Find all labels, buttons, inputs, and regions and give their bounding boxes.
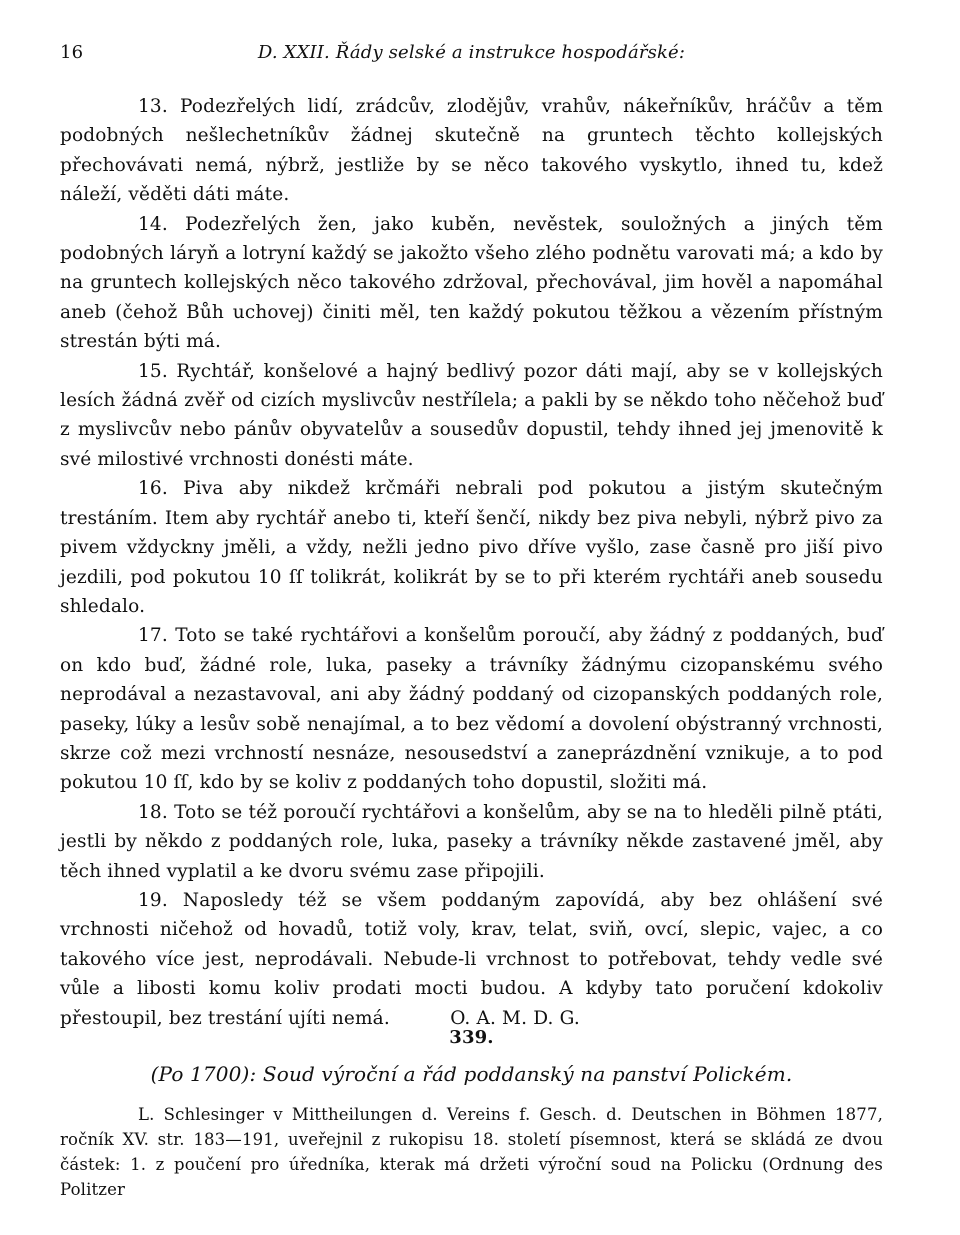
paragraph-14 — [60, 210, 883, 357]
paragraph-number: 17. — [138, 625, 168, 647]
paragraph-number: 18. — [138, 801, 168, 823]
running-head — [60, 42, 883, 72]
document-title: (Po 1700): Soud výroční a řád poddanský na panství Polickém. — [150, 1062, 793, 1086]
paragraph-number: 16. — [138, 478, 168, 500]
paragraph-number: 13. — [138, 96, 168, 117]
running-title: D. XXII. Řády selské a instrukce hospodářské: — [257, 42, 686, 63]
body-text — [60, 92, 890, 1033]
paragraph-text: Naposledy též se všem poddaným zapovídá, aby bez ohlášení své vrchnosti ničehož od hovadů, totiž voly, krav, telat, sviň, ovcí, slepic, vajec, a co takového více jest, neprodávali. Nebude-li vrchnost to potřebovat, tehdy vedle své vůle a libosti komu koliv prodati mocti budou. A kdyby tato poručení kdokoliv přestoupil, bez trestání ujíti nemá. O. A. M. D. G. — [60, 889, 890, 1029]
paragraph-text: Piva aby nikdež krčmáři nebrali pod pokutou a jistým skutečným trestáním. Item aby rychtář anebo ti, kteří šenčí, nikdy bez piva nebyli, nýbrž pivo za pivem vždyckny jměli, a vždy, nežli jedno pivo dříve vyšlo, zase časně pro jiší pivo jezdili, pod pokutou 10 ſſ tolikrát, kolikrát by se to při kterém rychtáři aneb sousedu shledalo. — [60, 478, 883, 617]
paragraph-13 — [60, 92, 883, 210]
document-page — [60, 0, 890, 1235]
paragraph-number: 14. — [138, 213, 168, 235]
page-number: 16 — [60, 42, 84, 63]
paragraph-19 — [60, 886, 890, 1033]
paragraph-number: 19. — [138, 889, 168, 911]
source-note: L. Schlesinger v Mittheilungen d. Vereins f. Gesch. d. Deutschen in Böhmen 1877, ročník XV. str. 183—191, uveřejnil z rukopisu 18. století písemnost, která se skládá ze dvou částek: 1. z poučení pro úředníka, kterak má držeti výroční soud na Policku (Ordnung des Politzer — [60, 1105, 883, 1199]
paragraph-number: 15. — [138, 360, 168, 382]
paragraph-text: Toto se též poroučí rychtářovi a konšelům, aby se na to hleděli pilně ptáti, jestli by někdo z poddaných role, luka, paseky a trávníky někde zastavené jměl, aby těch ihned vyplatil a ke dvoru svému zase připojili. — [60, 801, 884, 882]
paragraph-text: Podezřelých žen, jako kuběn, nevěstek, souložných a jiných těm podobných láryň a lotryní každý se jakožto všeho zlého podnětu varovati má; a kdo by na gruntech kollejských něco takového zdržoval, přechovával, jim hověl a napomáhal aneb (čehož Bůh uchovej) činiti měl, ten každý pokutou těžkou a vězením přístným strestán býti má. — [60, 213, 883, 353]
paragraph-16 — [60, 474, 883, 621]
document-number: 339. — [449, 1027, 494, 1048]
paragraph-text: Rychtář, konšelové a hajný bedlivý pozor dáti mají, aby se v kollejských lesích žádná zvěř od cizích myslivcův nestřílela; a pakli by se někdo toho něčehož buď z myslivcův nebo pánův obyvatelův a sousedův dopustil, tehdy ihned jej jmenovitě k své milostivé vrchnosti donésti máte. — [60, 360, 883, 470]
paragraph-15 — [60, 357, 883, 475]
paragraph-text: Toto se také rychtářovi a konšelům poroučí, aby žádný z poddaných, buď on kdo buď, žádné role, luka, paseky a trávníky žádnýmu cizopanskému svého neprodával a nezastavoval, ani aby žádný poddaný od cizopanských poddaných role, paseky, lúky a lesův sobě nenajímal, a to bez vědomí a dovolení obýstranný vrchnosti, skrze což mezi vrchností nesnáze, nesousedství a zaneprázdnění vznikuje, a to pod pokutou 10 ſſ, kdo by se koliv z poddaných toho dopustil, složiti má. — [60, 625, 884, 794]
paragraph-17 — [60, 621, 883, 797]
paragraph-18 — [60, 798, 883, 886]
paragraph-text: Podezřelých lidí, zrádcův, zlodějův, vrahův, nákeřníkův, hráčův a těm podobných nešlechetníkův žádnej skutečně na gruntech těchto kollejských přechovávati nemá, nýbrž, jestliže by se něco takového vyskytlo, ihned tu, kdež náleží, věděti dáti máte. — [60, 96, 884, 206]
